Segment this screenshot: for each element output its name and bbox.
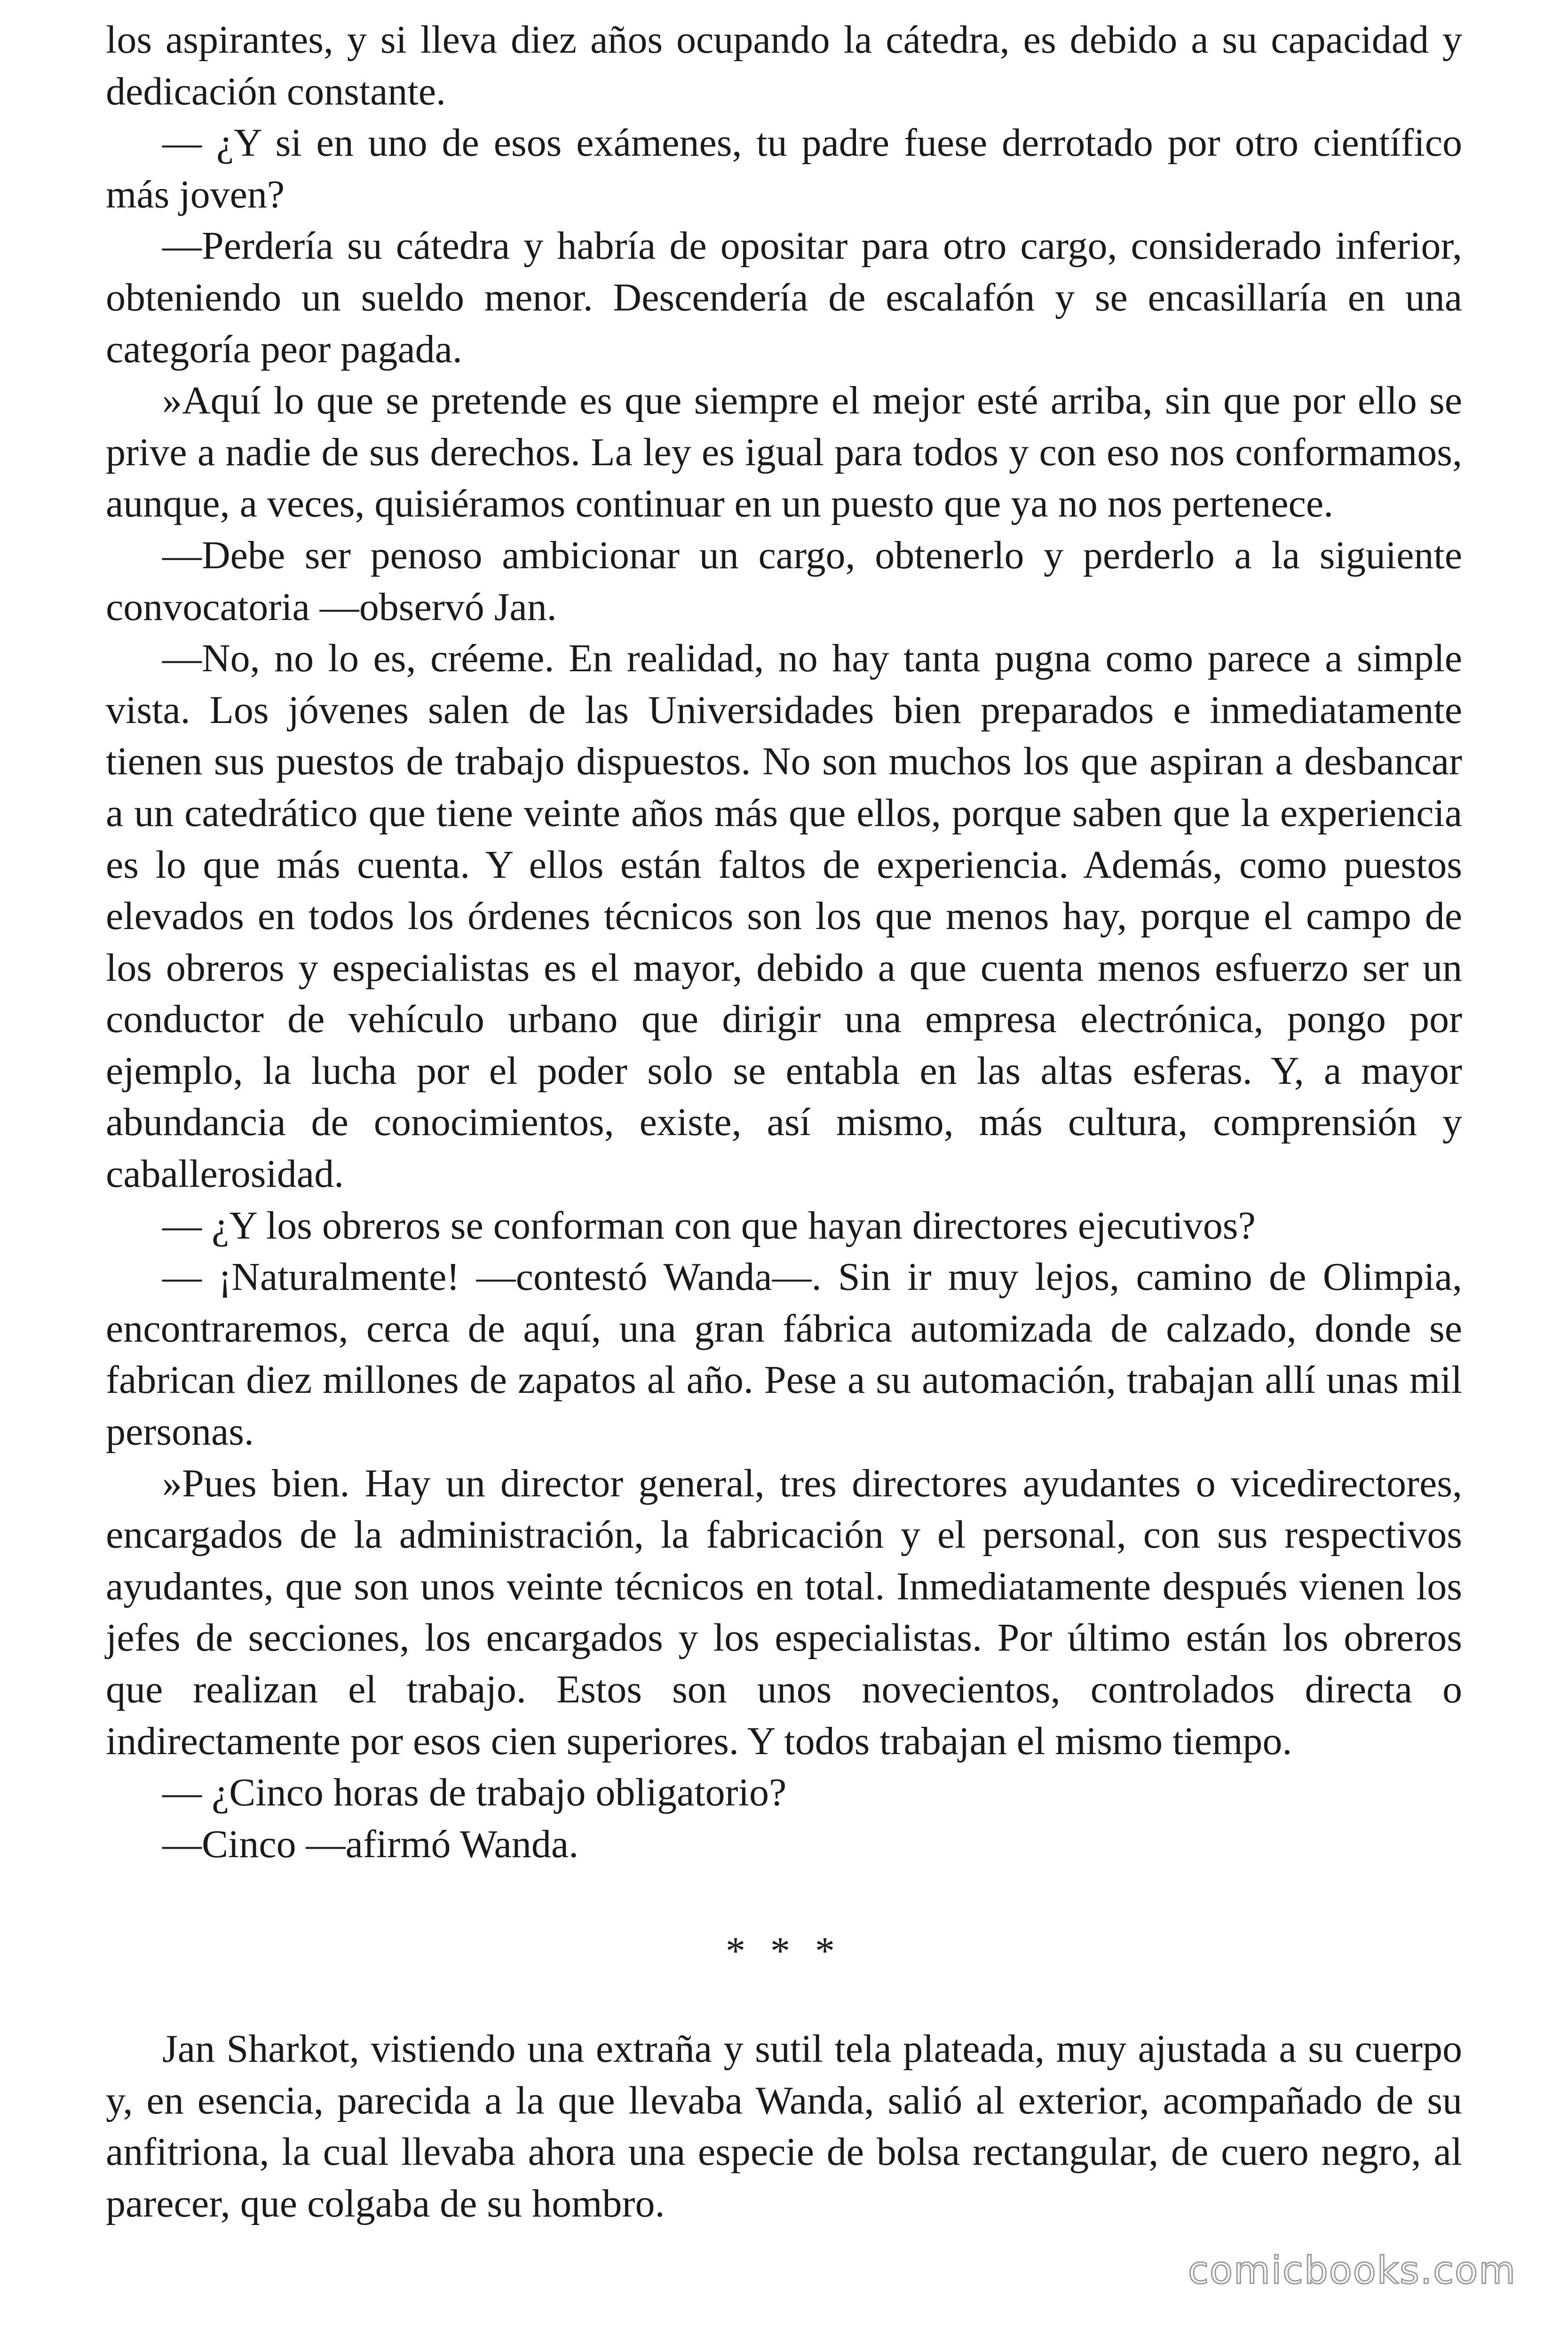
paragraph: »Pues bien. Hay un director general, tres directores ayudantes o vicedirectores, encargados de la administración, la fabricación y el personal, con sus respectivos ayudantes, que son unos veinte técnicos en total. Inmediatamente después vienen los jefes de secciones, los encargados y los especialistas. Por último están los obreros que realizan el trabajo. Estos son unos novecientos, controlados directa o indirectamente por esos cien superiores. Y todos trabajan el mismo tiempo. (106, 1461, 1462, 1763)
paragraph: — ¿Cinco horas de trabajo obligatorio? (162, 1771, 787, 1815)
paragraph: —Cinco —afirmó Wanda. (162, 1822, 579, 1866)
paragraph: »Aquí lo que se pretende es que siempre el mejor esté arriba, sin que por ello se prive a nadie de sus derechos. La ley es igual para todos y con eso nos conformamos, aunque, a veces, quisiéramos continuar en un puesto que ya no nos pertenece. (106, 379, 1462, 526)
paragraph: — ¿Y si en uno de esos exámenes, tu padre fuese derrotado por otro científico más joven? (106, 121, 1462, 216)
paragraph: —No, no lo es, créeme. En realidad, no hay tanta pugna como parece a simple vista. Los jóvenes salen de las Universidades bien preparados e inmediatamente tienen sus puestos de trabajo dispuestos. No son muchos los que aspiran a desbancar a un catedrático que tiene veinte años más que ellos, porque saben que la experiencia es lo que más cuenta. Y ellos están faltos de experiencia. Además, como puestos elevados en todos los órdenes técnicos son los que menos hay, porque el campo de los obreros y especialistas es el mayor, debido a que cuenta menos esfuerzo ser un conductor de vehículo urbano que dirigir una empresa electrónica, pongo por ejemplo, la lucha por el poder solo se entabla en las altas esferas. Y, a mayor abundancia de conocimientos, existe, así mismo, más cultura, comprensión y caballerosidad. (106, 636, 1462, 1196)
paragraph: — ¿Y los obreros se conforman con que hayan directores ejecutivos? (162, 1203, 1256, 1248)
paragraph: —Debe ser penoso ambicionar un cargo, obtenerlo y perderlo a la siguiente convocatoria —observó Jan. (106, 533, 1462, 629)
paragraph: Jan Sharkot, vistiendo una extraña y sutil tela plateada, muy ajustada a su cuerpo y, en esencia, parecida a la que llevaba Wanda, salió al exterior, acompañado de su anfitriona, la cual llevaba ahora una especie de bolsa rectangular, de cuero negro, al parecer, que colgaba de su hombro. (106, 2026, 1462, 2225)
page-text (106, 14, 1462, 2229)
watermark-text: comicbooks.com (1188, 2249, 1516, 2292)
paragraph: los aspirantes, y si lleva diez años ocupando la cátedra, es debido a su capacidad y dedicación constante. (106, 18, 1462, 113)
section-break: * * * (726, 1929, 842, 1973)
paragraph: — ¡Naturalmente! —contestó Wanda—. Sin ir muy lejos, camino de Olimpia, encontraremos, cerca de aquí, una gran fábrica automizada de calzado, donde se fabrican diez millones de zapatos al año. Pese a su automación, trabajan allí unas mil personas. (106, 1255, 1462, 1454)
paragraph: —Perdería su cátedra y habría de opositar para otro cargo, considerado inferior, obteniendo un sueldo menor. Descendería de escalafón y se encasillaría en una categoría peor pagada. (106, 224, 1462, 371)
